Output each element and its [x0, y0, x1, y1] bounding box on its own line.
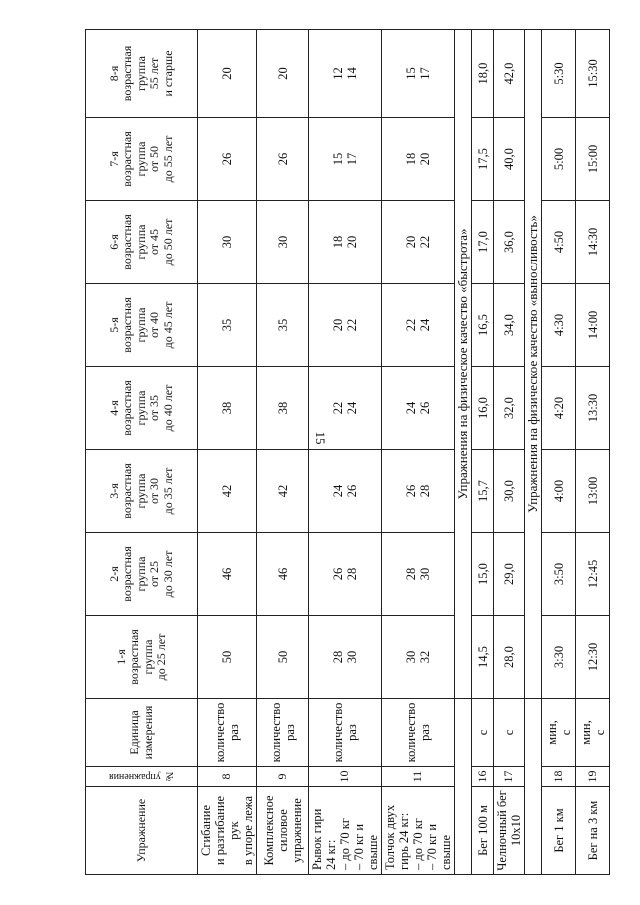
exercise-name-cell-line: 24 кг: [324, 839, 338, 870]
value-cell-line: 17 [345, 152, 359, 166]
exercise-name-cell [472, 787, 494, 875]
value-cell-line: 4:00 [551, 479, 566, 503]
header-group [86, 201, 198, 284]
header-num [86, 767, 198, 787]
exercise-name-cell [309, 787, 382, 875]
exercise-number-cell-line: 10 [337, 770, 352, 783]
value-cell-line: 17,5 [475, 148, 490, 170]
exercise-number-cell-line: 19 [584, 770, 599, 783]
value-cell-line: 13:00 [585, 476, 600, 506]
header-group-line: до 55 лет [160, 135, 175, 183]
value-cell [309, 367, 382, 450]
value-cell-line: 3:50 [551, 562, 566, 586]
value-cell-line: 32 [418, 650, 432, 664]
value-cell [576, 367, 610, 450]
value-cell [494, 450, 525, 533]
unit-cell-line: раз [345, 724, 359, 741]
header-group-line: до 50 лет [160, 218, 175, 266]
unit-cell-line: с [558, 729, 573, 736]
section-header-spacer [525, 699, 542, 875]
value-cell-line: 20 [345, 235, 359, 249]
value-cell [257, 30, 309, 118]
value-cell-line: 26 [331, 567, 345, 581]
exercise-name-cell-line: гирь 24 кг: [397, 812, 411, 870]
value-cell [494, 616, 525, 699]
exercise-name-cell-line: и разгибание рук [213, 795, 241, 866]
unit-cell-line: раз [227, 724, 241, 741]
value-cell [542, 367, 576, 450]
exercise-number-cell [198, 767, 257, 787]
header-group [86, 30, 198, 118]
value-cell-line: 42,0 [502, 62, 516, 85]
exercise-name-cell-line: Сгибание [199, 805, 213, 856]
value-cell [257, 284, 309, 367]
value-cell [309, 30, 382, 118]
section-header: Упражнения на физическое качество «выносливость» [525, 30, 542, 699]
exercise-name-cell-line: силовое [275, 809, 290, 852]
exercise-name-cell-line: Бег на 3 км [585, 800, 600, 861]
value-cell-line: 50 [220, 650, 234, 664]
header-group-line: группа [133, 473, 148, 509]
exercise-name-cell [494, 787, 525, 875]
value-cell-line: 34,0 [502, 314, 516, 336]
value-cell-line: 24 [418, 318, 432, 332]
exercise-number-cell-line: 16 [474, 770, 489, 783]
header-group-line: до 35 лет [160, 467, 175, 515]
header-group-line: 2-я [106, 566, 121, 582]
header-group-line: группа [133, 307, 148, 343]
value-cell [257, 450, 309, 533]
value-cell-line: 20 [331, 318, 345, 332]
section-header: Упражнения на физическое качество «быстрота» [455, 30, 472, 699]
exercise-name-cell-line: Толчок двух [383, 804, 397, 870]
header-group-line: от 25 [147, 560, 162, 588]
value-cell-line: 15 [404, 67, 418, 80]
value-cell [576, 533, 610, 616]
unit-cell [542, 699, 576, 767]
unit-cell-line: мин, [544, 720, 559, 745]
value-cell [576, 284, 610, 367]
value-cell [198, 30, 257, 118]
value-cell [382, 450, 455, 533]
header-group-line: до 25 лет [153, 633, 168, 681]
header-group-line: 7-я [106, 151, 121, 167]
unit-cell [257, 699, 309, 767]
value-cell-line: 14:00 [585, 310, 600, 340]
header-group-line: 3-я [106, 483, 121, 499]
header-group-line: 1-я [113, 649, 128, 665]
value-cell-line: 24 [404, 401, 418, 415]
value-cell-line: 5:00 [551, 147, 566, 171]
value-cell-line: 20 [404, 235, 418, 249]
header-group [86, 450, 198, 533]
value-cell-line: 50 [275, 650, 290, 664]
exercise-name-cell [542, 787, 576, 875]
section-header-row [455, 30, 472, 875]
value-cell [257, 533, 309, 616]
value-cell [198, 201, 257, 284]
header-unit: Единица измерения [86, 699, 198, 767]
value-cell [309, 284, 382, 367]
header-group-line: 6-я [106, 234, 121, 250]
value-cell-line: 13:30 [585, 393, 600, 423]
value-cell-line: 35 [220, 318, 234, 332]
unit-cell-line: с [502, 729, 516, 736]
value-cell-line: 22 [345, 318, 359, 332]
value-cell [542, 284, 576, 367]
value-cell-line: 29,0 [502, 563, 516, 585]
value-cell-line: 18,0 [475, 62, 490, 85]
value-cell [309, 201, 382, 284]
header-group-line: до 30 лет [160, 550, 175, 598]
value-cell-line: 12:45 [585, 559, 600, 589]
value-cell [309, 118, 382, 201]
header-group-line: группа [133, 224, 148, 260]
exercise-number-cell [542, 767, 576, 787]
value-cell-line: 15:00 [585, 144, 600, 174]
unit-cell-line: с [592, 729, 607, 736]
value-cell [382, 284, 455, 367]
header-group-line: возрастная [120, 546, 135, 602]
header-group-line: и старше [160, 50, 175, 97]
header-group [86, 284, 198, 367]
value-cell [542, 616, 576, 699]
unit-cell-line: раз [418, 724, 432, 741]
value-cell [494, 284, 525, 367]
value-cell-line: 42 [220, 484, 234, 498]
value-cell [472, 284, 494, 367]
exercise-number-cell [257, 767, 309, 787]
value-cell-line: 15 [331, 152, 345, 166]
value-cell-line: 16,5 [475, 314, 490, 336]
value-cell [382, 30, 455, 118]
value-cell-line: 35 [275, 318, 290, 332]
value-cell-line: 38 [220, 401, 234, 415]
exercise-name-cell-line: – 70 кг и свыше [352, 823, 380, 870]
table-body [198, 30, 610, 875]
value-cell [382, 201, 455, 284]
standards-table [85, 29, 610, 875]
value-cell-line: 16,0 [475, 397, 490, 419]
value-cell-line: 26 [345, 484, 359, 498]
value-cell [472, 616, 494, 699]
value-cell-line: 22 [331, 401, 345, 415]
value-cell [542, 533, 576, 616]
value-cell-line: 22 [418, 235, 432, 249]
value-cell [542, 30, 576, 118]
value-cell-line: 14:30 [585, 227, 600, 257]
exercise-number-cell-line: 8 [219, 773, 234, 780]
value-cell [472, 367, 494, 450]
value-cell [472, 201, 494, 284]
value-cell-line: 20 [418, 152, 432, 166]
unit-cell-line: количество [331, 702, 345, 763]
value-cell [576, 30, 610, 118]
value-cell-line: 46 [220, 567, 234, 581]
unit-cell-line: количество [404, 702, 418, 763]
value-cell-line: 5:30 [551, 62, 566, 85]
value-cell-line: 15,7 [475, 480, 490, 502]
value-cell-line: 28 [331, 650, 345, 664]
value-cell [198, 118, 257, 201]
exercise-number-cell [309, 767, 382, 787]
value-cell [542, 118, 576, 201]
exercise-name-cell [198, 787, 257, 875]
header-group-line: 4-я [106, 400, 121, 416]
header-group-line: 8-я [106, 65, 121, 82]
value-cell-line: 30 [275, 235, 290, 249]
table-row [198, 30, 257, 875]
table-row [542, 30, 576, 875]
value-cell-line: 46 [275, 567, 290, 581]
exercise-number-cell-line: 18 [550, 770, 565, 783]
value-cell-line: 30 [220, 235, 234, 249]
value-cell-line: 30 [404, 650, 418, 664]
exercise-name-cell-line: Бег 100 м [475, 805, 490, 856]
header-group-line: до 40 лет [160, 384, 175, 432]
header-group-line: возрастная [120, 131, 135, 187]
unit-cell-line: с [475, 729, 490, 736]
value-cell [309, 616, 382, 699]
unit-cell-line: количество [268, 702, 283, 763]
exercise-name-cell-line: в упоре лежа [241, 795, 255, 866]
unit-cell [576, 699, 610, 767]
header-group-line: до 45 лет [160, 301, 175, 349]
value-cell [542, 201, 576, 284]
header-group-line: возрастная [120, 45, 135, 102]
exercise-number-cell [472, 767, 494, 787]
value-cell [472, 533, 494, 616]
value-cell-line: 4:30 [551, 313, 566, 337]
unit-cell-line: раз [282, 724, 297, 741]
header-group [86, 616, 198, 699]
value-cell-line: 28,0 [502, 646, 516, 668]
value-cell-line: 28 [418, 484, 432, 498]
header-group-line: 55 лет [147, 57, 162, 90]
header-group-line: возрастная [120, 214, 135, 270]
value-cell-line: 12 [331, 67, 345, 80]
value-cell [472, 450, 494, 533]
value-cell [198, 367, 257, 450]
header-exercise: Упражнение [86, 787, 198, 875]
exercise-name-cell [257, 787, 309, 875]
value-cell [257, 118, 309, 201]
value-cell [382, 118, 455, 201]
exercise-number-cell-line: 11 [410, 770, 425, 783]
value-cell-line: 26 [418, 401, 432, 415]
value-cell-line: 4:50 [551, 230, 566, 254]
value-cell [198, 450, 257, 533]
value-cell-line: 15:30 [585, 59, 600, 88]
value-cell-line: 26 [275, 152, 290, 166]
unit-cell [382, 699, 455, 767]
header-group-line: возрастная [120, 380, 135, 436]
header-group-line: от 35 [147, 394, 162, 422]
value-cell-line: 14,5 [475, 646, 490, 668]
header-group-line: от 50 [147, 145, 162, 173]
exercise-number-cell-line: 9 [274, 773, 289, 780]
header-group-line: группа [133, 390, 148, 426]
value-cell [309, 533, 382, 616]
rotated-table-container [85, 30, 607, 875]
value-cell [576, 118, 610, 201]
value-cell [309, 450, 382, 533]
header-group-line: группа [133, 141, 148, 177]
value-cell-line: 42 [275, 484, 290, 498]
exercise-number-cell [576, 767, 610, 787]
value-cell-line: 20 [220, 67, 234, 80]
value-cell [257, 367, 309, 450]
value-cell-line: 36,0 [502, 231, 516, 253]
exercise-name-cell-line: Комплексное [261, 795, 276, 866]
table-row [382, 30, 455, 875]
header-group-line: возрастная [120, 297, 135, 353]
header-row [86, 30, 198, 875]
value-cell-line: 30 [345, 650, 359, 664]
value-cell-line: 26 [404, 484, 418, 498]
header-group [86, 533, 198, 616]
header-group-line: группа [133, 556, 148, 592]
value-cell-line: 12:30 [585, 642, 600, 672]
section-header-row [525, 30, 542, 875]
page-number: 15 [313, 431, 328, 445]
exercise-number-cell [382, 767, 455, 787]
value-cell [257, 201, 309, 284]
header-group-line: возрастная [120, 463, 135, 519]
header-group-line: от 30 [147, 477, 162, 505]
exercise-name-cell-line: Бег 1 км [551, 808, 566, 853]
value-cell-line: 20 [275, 67, 290, 80]
exercise-name-cell-line: 10х10 [509, 814, 523, 847]
value-cell [198, 533, 257, 616]
exercise-name-cell [382, 787, 455, 875]
header-group-line: группа [140, 639, 155, 675]
unit-cell [494, 699, 525, 767]
value-cell-line: 14 [345, 67, 359, 80]
value-cell-line: 18 [404, 152, 418, 166]
value-cell [494, 30, 525, 118]
value-cell-line: 28 [404, 567, 418, 581]
value-cell-line: 28 [345, 567, 359, 581]
value-cell-line: 3:30 [551, 645, 566, 669]
value-cell-line: 24 [331, 484, 345, 498]
exercise-name-cell-line: Рывок гири [310, 808, 324, 870]
value-cell [198, 284, 257, 367]
value-cell [472, 30, 494, 118]
value-cell [576, 201, 610, 284]
exercise-number-cell [494, 767, 525, 787]
section-header-spacer [455, 699, 472, 875]
table-row [257, 30, 309, 875]
header-group [86, 118, 198, 201]
table-row [494, 30, 525, 875]
value-cell-line: 15,0 [475, 563, 490, 585]
table-row [309, 30, 382, 875]
exercise-name-cell-line: – до 70 кг [338, 818, 352, 870]
value-cell-line: 18 [331, 235, 345, 249]
value-cell [494, 118, 525, 201]
value-cell [542, 450, 576, 533]
value-cell [382, 367, 455, 450]
value-cell [382, 616, 455, 699]
value-cell-line: 30 [418, 567, 432, 581]
value-cell [198, 616, 257, 699]
unit-cell-line: количество [213, 702, 227, 763]
value-cell-line: 30,0 [502, 480, 516, 502]
unit-cell [198, 699, 257, 767]
value-cell-line: 26 [220, 152, 234, 166]
header-num-text: № упражнения [108, 771, 175, 783]
value-cell [472, 118, 494, 201]
value-cell-line: 17,0 [475, 231, 490, 253]
value-cell-line: 24 [345, 401, 359, 415]
header-group-line: от 45 [147, 228, 162, 256]
value-cell [257, 616, 309, 699]
table-row [576, 30, 610, 875]
header-group-line: возрастная [127, 629, 142, 685]
header-group-line: от 40 [147, 311, 162, 339]
value-cell [494, 367, 525, 450]
exercise-name-cell-line: – 70 кг и свыше [425, 823, 453, 870]
unit-cell-line: мин, [578, 720, 593, 745]
exercise-name-cell-line: Челночный бег [495, 790, 509, 871]
value-cell-line: 32,0 [502, 397, 516, 419]
value-cell-line: 4:20 [551, 396, 566, 420]
unit-cell [309, 699, 382, 767]
value-cell-line: 38 [275, 401, 290, 415]
value-cell [494, 533, 525, 616]
exercise-number-cell-line: 17 [501, 770, 516, 783]
value-cell-line: 17 [418, 67, 432, 80]
value-cell [494, 201, 525, 284]
unit-cell [472, 699, 494, 767]
header-group-line: 5-я [106, 317, 121, 333]
exercise-name-cell [576, 787, 610, 875]
header-group-line: группа [133, 56, 148, 91]
exercise-name-cell-line: упражнение [289, 798, 304, 863]
value-cell [576, 616, 610, 699]
value-cell [576, 450, 610, 533]
value-cell-line: 40,0 [502, 148, 516, 170]
value-cell [382, 533, 455, 616]
table-row [472, 30, 494, 875]
value-cell-line: 22 [404, 318, 418, 332]
header-group [86, 367, 198, 450]
exercise-name-cell-line: – до 70 кг [411, 818, 425, 870]
